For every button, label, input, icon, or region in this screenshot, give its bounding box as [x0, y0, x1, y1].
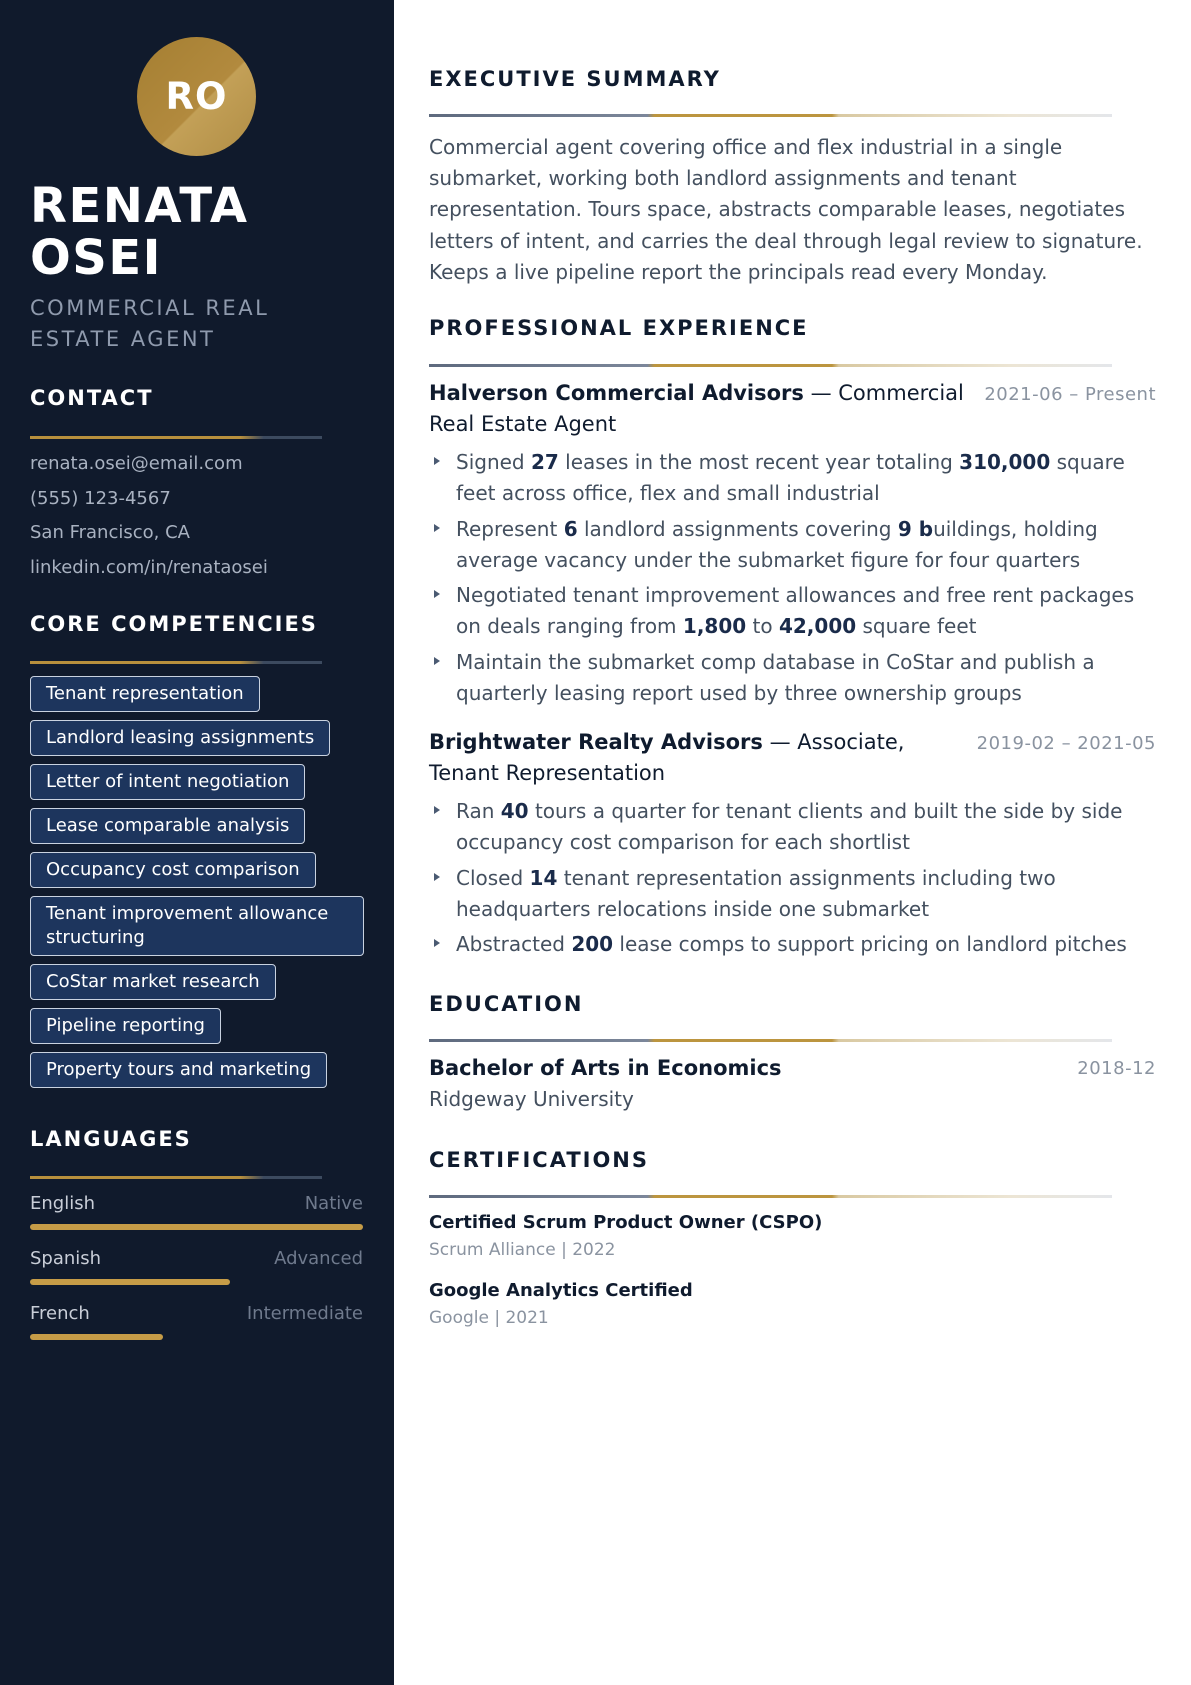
- language-bar: [30, 1224, 363, 1230]
- bullet-icon: [434, 806, 440, 814]
- competency-chip: Lease comparable analysis: [30, 808, 305, 844]
- competency-chip: Letter of intent negotiation: [30, 764, 305, 800]
- education-date: 2018-12: [1077, 1058, 1156, 1079]
- job-company: Halverson Commercial Advisors: [429, 381, 804, 405]
- language-bar-fill: [30, 1279, 230, 1285]
- bullet-icon: [434, 939, 440, 947]
- job-bullet: Signed 27 leases in the most recent year totaling 310,000 square feet across office, flex and small industrial: [429, 447, 1151, 509]
- job-bullet: Closed 14 tenant representation assignments including two headquarters relocations inside one submarket: [429, 863, 1151, 925]
- job-title: [429, 378, 969, 440]
- job-role: — Associate, Tenant Representation: [429, 730, 905, 785]
- language-row: [30, 1190, 363, 1245]
- bullet-icon: [434, 657, 440, 665]
- competency-list: [30, 676, 370, 1096]
- contact-divider: [30, 436, 322, 439]
- language-row: [30, 1245, 363, 1300]
- language-level: Advanced: [274, 1248, 363, 1269]
- certification-meta: Google | 2021: [429, 1308, 549, 1328]
- bullet-highlight: 6: [563, 516, 578, 541]
- competencies-divider: [30, 661, 322, 664]
- job-dates: 2021-06 – Present: [984, 384, 1156, 405]
- certification-name: Certified Scrum Product Owner (CSPO): [429, 1212, 823, 1233]
- language-name: English: [30, 1193, 95, 1214]
- bullet-highlight: 42,000: [778, 614, 857, 638]
- language-bar: [30, 1334, 363, 1340]
- language-name: Spanish: [30, 1248, 102, 1269]
- contact-location: San Francisco, CA: [30, 522, 190, 543]
- job-title: [429, 727, 969, 789]
- job-company: Brightwater Realty Advisors: [429, 730, 763, 754]
- summary-divider: [429, 114, 1112, 117]
- job-bullet: Represent 6 landlord assignments covering 9 buildings, holding average vacancy under the submarket figure for four quarters: [429, 514, 1151, 576]
- competency-chip: Property tours and marketing: [30, 1052, 327, 1088]
- bullet-highlight: 9 b: [897, 516, 934, 541]
- certifications-heading: CERTIFICATIONS: [429, 1148, 650, 1172]
- competency-chip: Tenant improvement allowance structuring: [30, 896, 364, 956]
- job-bullets: [429, 447, 1151, 713]
- language-bar: [30, 1279, 363, 1285]
- competency-chip: Pipeline reporting: [30, 1008, 221, 1044]
- certifications-divider: [429, 1195, 1112, 1198]
- bullet-icon: [434, 457, 440, 465]
- language-bar-fill: [30, 1224, 363, 1230]
- summary-heading: EXECUTIVE SUMMARY: [429, 67, 721, 91]
- languages-divider: [30, 1176, 322, 1179]
- job-bullet: Maintain the submarket comp database in CoStar and publish a quarterly leasing report used by three ownership groups: [429, 647, 1151, 709]
- certification-meta: Scrum Alliance | 2022: [429, 1240, 616, 1260]
- bullet-icon: [434, 590, 440, 598]
- bullet-icon: [434, 873, 440, 881]
- bullet-highlight: 40: [500, 799, 529, 823]
- bullet-highlight: 1,800: [682, 614, 747, 638]
- bullet-highlight: 200: [571, 932, 614, 956]
- languages-heading: LANGUAGES: [30, 1127, 192, 1151]
- competency-chip: Tenant representation: [30, 676, 260, 712]
- sidebar: [0, 0, 394, 1685]
- education-heading: EDUCATION: [429, 992, 584, 1016]
- contact-linkedin[interactable]: linkedin.com/in/renataosei: [30, 556, 268, 578]
- avatar-initials: RO: [165, 75, 228, 118]
- contact-email[interactable]: renata.osei@email.com: [30, 453, 243, 474]
- candidate-title: COMMERCIAL REAL ESTATE AGENT: [30, 296, 270, 351]
- contact-list: [30, 450, 268, 588]
- job-bullet: Abstracted 200 lease comps to support pricing on landlord pitches: [429, 929, 1151, 960]
- job-bullet: Ran 40 tours a quarter for tenant clients and built the side by side occupancy cost comparison for each shortlist: [429, 796, 1151, 858]
- job-bullets: [429, 796, 1151, 965]
- candidate-name: RENATA OSEI: [30, 178, 249, 286]
- language-name: French: [30, 1303, 90, 1324]
- bullet-icon: [434, 524, 440, 532]
- job-bullet: Negotiated tenant improvement allowances and free rent packages on deals ranging from 1,800 to 42,000 square feet: [429, 580, 1151, 642]
- bullet-highlight: 27: [530, 450, 559, 474]
- contact-heading: CONTACT: [30, 386, 154, 410]
- competency-chip: CoStar market research: [30, 964, 276, 1000]
- main-content: [394, 0, 1191, 1685]
- language-level: Intermediate: [246, 1303, 363, 1324]
- competency-chip: Occupancy cost comparison: [30, 852, 316, 888]
- experience-heading: PROFESSIONAL EXPERIENCE: [429, 316, 809, 340]
- avatar: [137, 37, 256, 156]
- language-bar-fill: [30, 1334, 163, 1340]
- summary-text: Commercial agent covering office and flex industrial in a single submarket, working both landlord assignments and tenant representation. Tours space, abstracts comparable leases, negotiates letters of intent, and carries the deal through legal review to signature. Keeps a live pipeline report the principals read every Monday.: [429, 135, 1143, 284]
- job-dates: 2019-02 – 2021-05: [976, 733, 1156, 754]
- language-list: [30, 1190, 363, 1355]
- language-row: [30, 1300, 363, 1355]
- language-level: Native: [304, 1193, 363, 1214]
- education-school: Ridgeway University: [429, 1087, 634, 1111]
- competencies-heading: CORE COMPETENCIES: [30, 612, 318, 636]
- contact-phone[interactable]: (555) 123-4567: [30, 487, 171, 509]
- bullet-highlight: 310,000: [959, 450, 1051, 474]
- education-degree: Bachelor of Arts in Economics: [429, 1056, 782, 1080]
- experience-divider: [429, 364, 1112, 367]
- certification-name: Google Analytics Certified: [429, 1280, 693, 1301]
- education-divider: [429, 1039, 1112, 1042]
- bullet-highlight: 14: [529, 865, 558, 890]
- job-role: — Commercial Real Estate Agent: [429, 381, 964, 436]
- competency-chip: Landlord leasing assignments: [30, 720, 330, 756]
